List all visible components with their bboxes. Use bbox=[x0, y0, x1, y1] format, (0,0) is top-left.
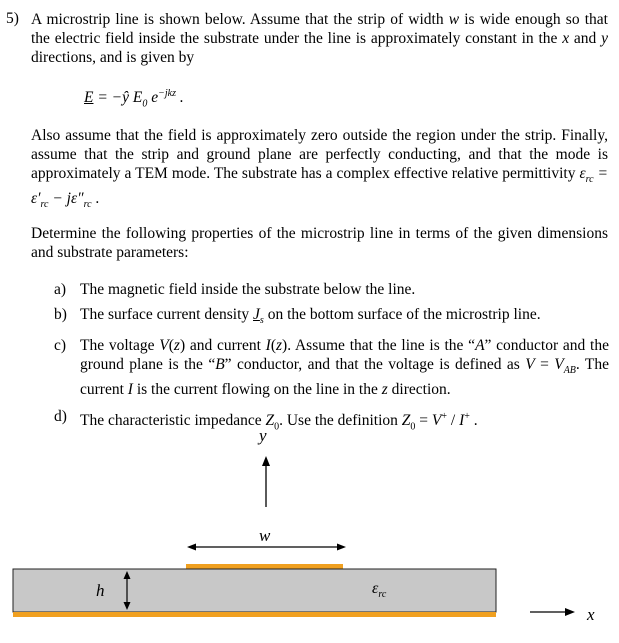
height-label: h bbox=[96, 581, 105, 600]
width-arrow-left bbox=[187, 544, 196, 551]
intro-paragraph: A microstrip line is shown below. Assume that the strip of width w is wide enough so that the electric field inside the substrate under the line is approximately constant in the x and y directions, and is given by bbox=[31, 11, 608, 66]
microstrip-conductor bbox=[186, 564, 343, 569]
part-b: b) The surface current density $J_s$ on the bottom surface of the microstrip line. bbox=[54, 306, 541, 327]
width-arrow-right bbox=[337, 544, 346, 551]
determine-paragraph: Determine the following properties of the microstrip line in terms of the given dimensions and substrate parameters: bbox=[31, 225, 608, 261]
field-equation: E = −ŷ $E_0$ $e^{-jkz}$ . bbox=[84, 88, 184, 110]
y-axis-label: y bbox=[259, 426, 267, 445]
part-d: d) The characteristic impedance $Z_0$. Use the definition $Z_0 = V^+ / I^+$ . bbox=[54, 408, 478, 433]
problem-number: 5) bbox=[6, 10, 19, 27]
x-axis-arrowhead bbox=[565, 608, 575, 616]
part-c: c) The voltage V(z) and current I(z). Assume that the line is the “A” conductor and the ground plane is the “B” conductor, and that the voltage is defined as $V = V_{AB}$. The current I is the current flowing on the line in the z direction. bbox=[54, 337, 609, 399]
assumptions-paragraph: Also assume that the field is approximately zero outside the region under the strip. Finally, assume that the strip and ground plane are perfectly conducting, and that the mode is approximately a TEM mode. The substrate has a complex effective relative permittivity $\varepsilon_{rc} = \varepsilon'_{rc} - j\varepsilon''_{rc}$ . bbox=[31, 127, 608, 211]
x-axis-label: x bbox=[587, 605, 595, 624]
ground-plane bbox=[13, 612, 496, 617]
substrate bbox=[13, 569, 496, 612]
part-a: a) The magnetic field inside the substrate below the line. bbox=[54, 281, 416, 298]
y-axis-arrowhead bbox=[262, 456, 270, 466]
substrate-permittivity-label: $\varepsilon_{rc}$ bbox=[372, 580, 387, 601]
width-label: w bbox=[259, 526, 271, 545]
